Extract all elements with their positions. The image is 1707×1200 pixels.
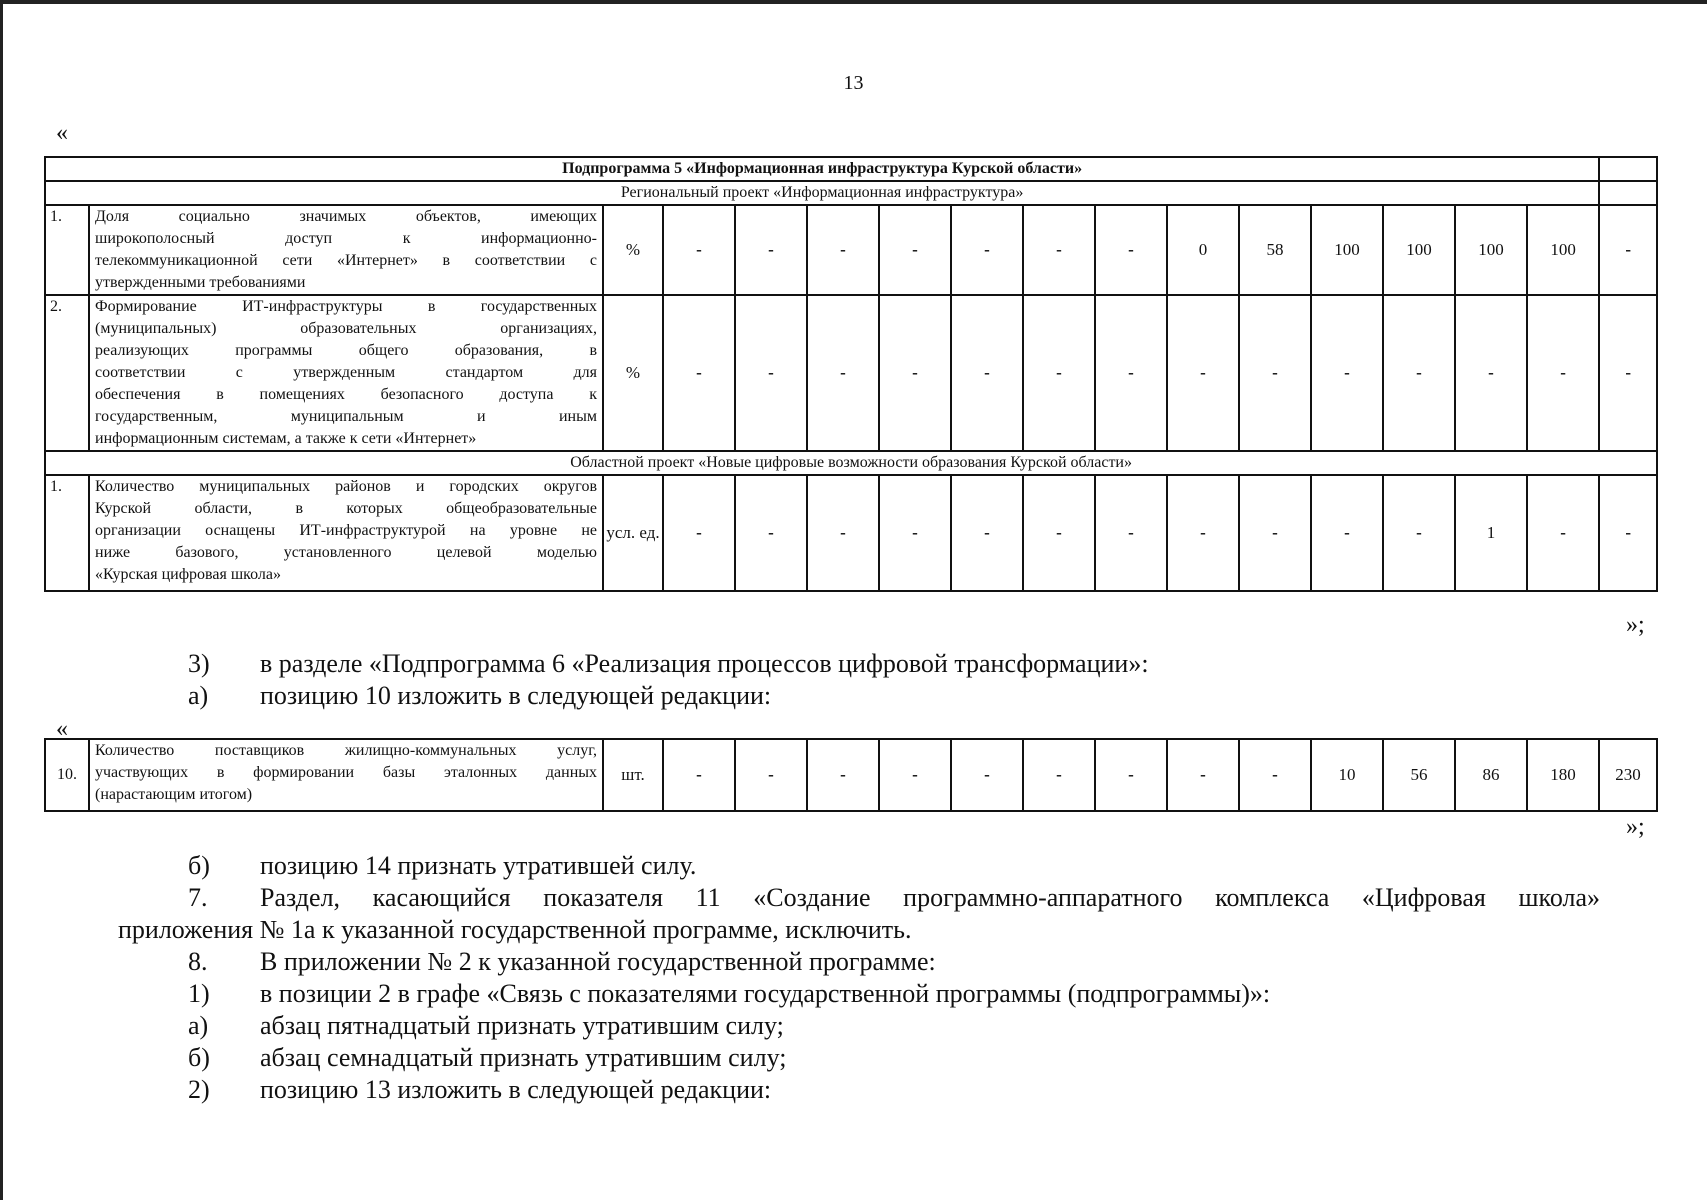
value-cell: 86 [1455,739,1527,811]
value-cell: - [1383,475,1455,591]
paragraph-text: в разделе «Подпрограмма 6 «Реализация процессов цифровой трансформации»: [260,649,1149,678]
value-cell: - [1455,295,1527,451]
table-row [45,739,1657,811]
value-cell: - [1167,475,1239,591]
value-cell: - [1599,475,1657,591]
value-cell: - [1239,475,1311,591]
value-cell: - [735,205,807,295]
value-cell: - [879,739,951,811]
paragraph-text: В приложении № 2 к указанной государственной программе: [260,947,936,976]
unit-cell: шт. [603,739,663,811]
paragraph-item [188,1074,771,1106]
subprogram5-table-body [45,157,1657,591]
description-line: «Курская цифровая школа» [95,566,282,583]
regional-project-title: Региональный проект «Информационная инфраструктура» [45,181,1599,205]
value-cell: - [1527,475,1599,591]
value-cell: 100 [1527,205,1599,295]
row-number: 1. [45,205,89,295]
value-cell: 56 [1383,739,1455,811]
paragraph-a [188,680,771,712]
value-cell: - [1023,475,1095,591]
closing-quote-1: »; [1626,612,1645,638]
value-cell: - [807,739,879,811]
indicator-description [89,739,603,811]
unit-cell: % [603,205,663,295]
value-cell: 230 [1599,739,1657,811]
description-line: (муниципальных) образовательных организациях, [95,320,597,337]
value-cell: - [735,295,807,451]
paragraph-3 [188,648,1149,680]
value-cell: - [951,295,1023,451]
value-cell: - [663,205,735,295]
paragraph-item [188,978,1270,1010]
value-cell: 100 [1455,205,1527,295]
paragraph-label: а) [188,681,209,710]
value-cell: - [663,739,735,811]
value-cell: - [1527,295,1599,451]
value-cell: - [1095,475,1167,591]
paragraph-item [188,1010,784,1042]
paragraph-text: позицию 13 изложить в следующей редакции: [260,1075,772,1104]
unit-cell: усл. ед. [603,475,663,591]
empty-cell [1599,181,1657,205]
value-cell: - [807,205,879,295]
paragraph-label: б) [188,851,210,880]
description-line: соответствии с утвержденным стандартом для [95,364,597,381]
description-line: утвержденными требованиями [95,274,306,291]
paragraph-label: 7. [188,883,208,912]
position-10-table-body [45,739,1657,811]
value-cell: - [1311,295,1383,451]
paragraph-b [188,850,696,882]
value-cell: - [1167,295,1239,451]
description-line: организации оснащены ИТ-инфраструктурой на уровне не [95,522,597,539]
opening-quote-1: « [56,120,68,146]
paragraph-label: б) [188,1043,210,1072]
paragraph-text: позицию 10 изложить в следующей редакции: [260,681,772,710]
paragraph-label: а) [188,1011,209,1040]
indicator-description [89,205,603,295]
closing-quote-2: »; [1626,814,1645,840]
paragraph-7-label [188,882,260,914]
regional-project-row [45,181,1657,205]
paragraph-item [188,1042,786,1074]
subprogram5-table [44,156,1658,592]
oblast-project-title: Областной проект «Новые цифровые возможности образования Курской области» [45,451,1657,475]
page-number: 13 [843,72,864,94]
table-row [45,295,1657,451]
value-cell: - [663,295,735,451]
value-cell: 1 [1455,475,1527,591]
paragraph-text: в позиции 2 в графе «Связь с показателями государственной программы (подпрограммы)»: [260,979,1271,1008]
value-cell: - [951,205,1023,295]
value-cell: - [1023,739,1095,811]
paragraph-item [188,946,936,978]
value-cell: - [1311,475,1383,591]
value-cell: - [1599,205,1657,295]
value-cell: 180 [1527,739,1599,811]
description-line: участвующих в формировании базы эталонных данных [95,764,597,781]
oblast-project-row [45,451,1657,475]
paragraph-text: абзац семнадцатый признать утратившим силу; [260,1043,787,1072]
value-cell: - [1023,205,1095,295]
value-cell: - [1095,739,1167,811]
description-line: ниже базового, установленного целевой моделью [95,544,597,561]
paragraph-text: абзац пятнадцатый признать утратившим силу; [260,1011,784,1040]
indicator-description [89,295,603,451]
row-number: 1. [45,475,89,591]
description-line: Формирование ИТ-инфраструктуры в государственных [95,298,597,315]
value-cell: 100 [1383,205,1455,295]
value-cell: - [807,295,879,451]
paragraph-label: 2) [188,1075,210,1104]
table-row [45,475,1657,591]
scan-border-left [0,0,3,1200]
value-cell: - [1383,295,1455,451]
scan-border-top [0,0,1707,4]
table-title-row [45,157,1657,181]
value-cell: - [1095,295,1167,451]
value-cell: - [807,475,879,591]
description-line: (нарастающим итогом) [95,786,253,803]
value-cell: - [1095,205,1167,295]
value-cell: - [1239,739,1311,811]
description-line: Доля социально значимых объектов, имеющих [95,208,597,225]
opening-quote-2: « [56,716,68,742]
description-line: обеспечения в помещениях безопасного доступа к [95,386,597,403]
table-row [45,205,1657,295]
row-number: 2. [45,295,89,451]
value-cell: - [879,205,951,295]
position-10-table [44,738,1658,812]
paragraph-text: позицию 14 признать утратившей силу. [260,851,697,880]
indicator-description [89,475,603,591]
value-cell: 0 [1167,205,1239,295]
paragraph-7-line-1: Раздел, касающийся показателя 11 «Создание программно-аппаратного комплекса «Цифровая школа» [260,883,1600,912]
empty-cell [1599,157,1657,181]
description-line: Количество поставщиков жилищно-коммунальных услуг, [95,742,597,759]
description-line: государственным, муниципальным и иным [95,408,597,425]
value-cell: 100 [1311,205,1383,295]
paragraph-7-line-2: приложения № 1а к указанной государственной программе, исключить. [118,915,912,944]
description-line: Количество муниципальных районов и городских округов [95,478,597,495]
description-line: реализующих программы общего образования, в [95,342,597,359]
value-cell: - [1239,295,1311,451]
description-line: широкополосный доступ к информационно- [95,230,597,247]
value-cell: - [951,475,1023,591]
paragraph-label: 1) [188,979,210,1008]
value-cell: - [951,739,1023,811]
value-cell: - [879,475,951,591]
unit-cell: % [603,295,663,451]
value-cell: 58 [1239,205,1311,295]
paragraph-label: 3) [188,649,210,678]
value-cell: - [735,739,807,811]
value-cell: - [879,295,951,451]
description-line: телекоммуникационной сети «Интернет» в соответствии с [95,252,597,269]
value-cell: 10 [1311,739,1383,811]
value-cell: - [735,475,807,591]
row-number: 10. [45,739,89,811]
description-line: информационным системам, а также к сети «Интернет» [95,430,477,447]
description-line: Курской области, в которых общеобразовательные [95,500,597,517]
value-cell: - [1167,739,1239,811]
value-cell: - [663,475,735,591]
subprogram-title: Подпрограмма 5 «Информационная инфраструктура Курской области» [45,157,1599,181]
paragraph-label: 8. [188,947,208,976]
value-cell: - [1023,295,1095,451]
value-cell: - [1599,295,1657,451]
